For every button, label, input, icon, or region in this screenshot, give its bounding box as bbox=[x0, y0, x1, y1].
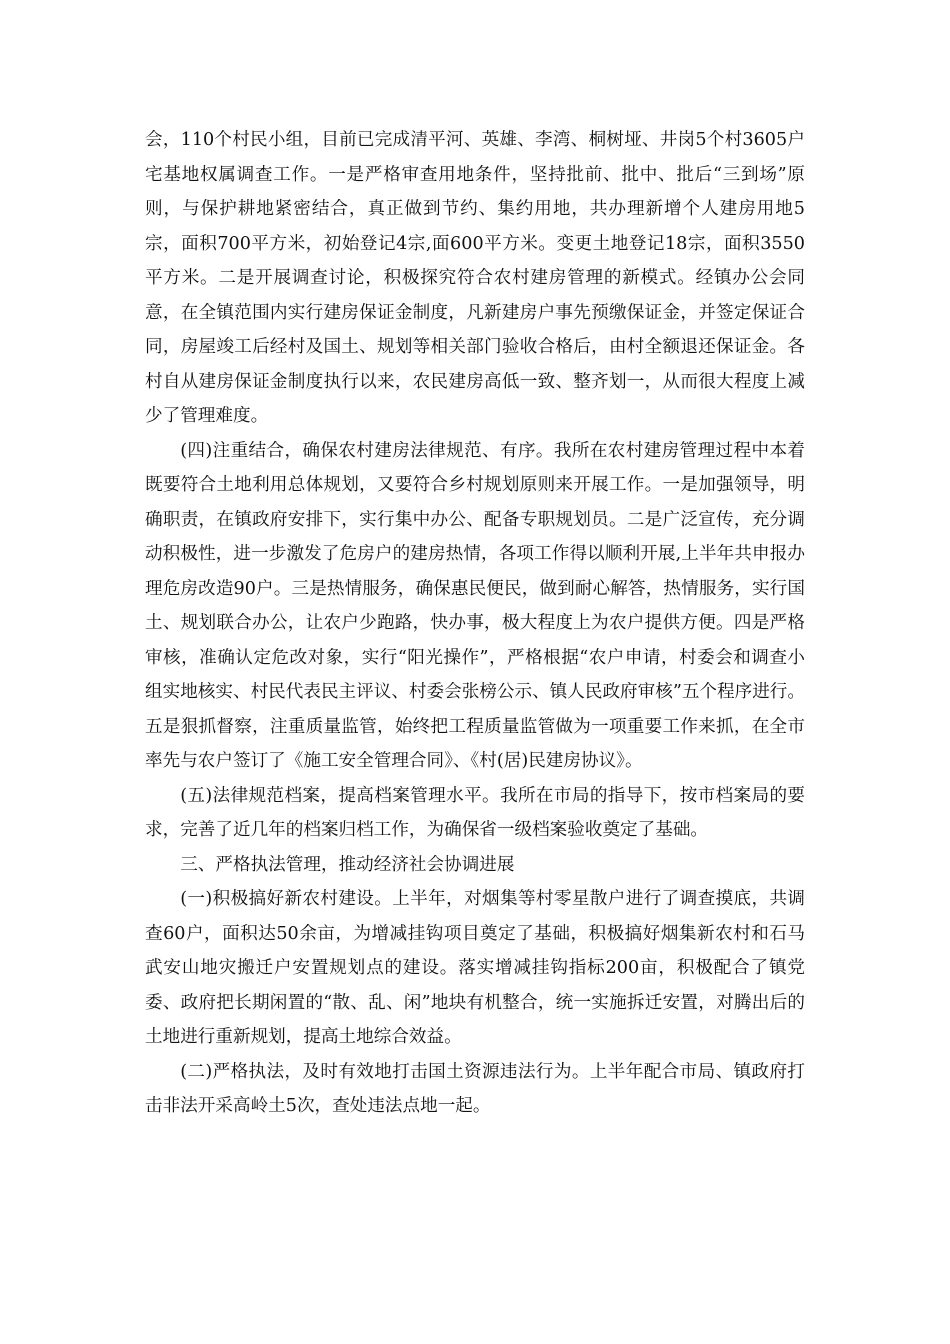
paragraph-rural-housing-regulation: (四)注重结合，确保农村建房法律规范、有序。我所在农村建房管理过程中本着既要符合土地利用总体规划，又要符合乡村规划原则来开展工作。一是加强领导，明确职责，在镇政府安排下，实行集中办公、配备专职规划员。二是广泛宣传，充分调动积极性，进一步激发了危房户的建房热情，各项工作得以顺利开展,上半年共申报办理危房改造90户。三是热情服务，确保惠民便民，做到耐心解答，热情服务，实行国土、规划联合办公，让农户少跑路，快办事，极大程度上为农户提供方便。四是严格审核，准确认定危改对象，实行“阳光操作”，严格根据“农户申请，村委会和调查小组实地核实、村民代表民主评议、村委会张榜公示、镇人民政府审核”五个程序进行。五是狠抓督察，注重质量监管，始终把工程质量监管做为一项重要工作来抓，在全市率先与农户签订了《施工安全管理合同》、《村(居)民建房协议》。 bbox=[145, 440, 805, 771]
paragraph-archive-management: (五)法律规范档案，提高档案管理水平。我所在市局的指导下，按市档案局的要求，完善了近几年的档案归档工作，为确保省一级档案验收奠定了基础。 bbox=[145, 785, 805, 840]
paragraph-new-rural-construction: (一)积极搞好新农村建设。上半年，对烟集等村零星散户进行了调查摸底，共调查60户，面积达50余亩，为增减挂钩项目奠定了基础，积极搞好烟集新农村和石马武安山地灾搬迁户安置规划点的建设。落实增减挂钩指标200亩，积极配合了镇党委、政府把长期闲置的“散、乱、闲”地块有机整合，统一实施拆迁安置，对腾出后的土地进行重新规划，提高土地综合效益。 bbox=[145, 889, 805, 1047]
section-heading-law-enforcement: 三、严格执法管理，推动经济社会协调进展 bbox=[180, 854, 515, 875]
paragraph-land-survey: 会，110个村民小组，目前已完成清平河、英雄、李湾、桐树垭、井岗5个村3605户宅基地权属调查工作。一是严格审查用地条件，坚持批前、批中、批后“三到场”原则，与保护耕地紧密结合，真正做到节约、集约用地，共办理新增个人建房用地5宗，面积700平方米，初始登记4宗,面600平方米。变更土地登记18宗，面积3550平方米。二是开展调查讨论，积极探究符合农村建房管理的新模式。经镇办公会同意，在全镇范围内实行建房保证金制度，凡新建房户事先预缴保证金，并签定保证合同，房屋竣工后经村及国土、规划等相关部门验收合格后，由村全额退还保证金。各村自从建房保证金制度执行以来，农民建房高低一致、整齐划一，从而很大程度上减少了管理难度。 bbox=[145, 130, 805, 426]
document-body bbox=[145, 123, 805, 1124]
paragraph-illegal-mining-crackdown: (二)严格执法，及时有效地打击国土资源违法行为。上半年配合市局、镇政府打击非法开采高岭土5次，查处违法点地一起。 bbox=[145, 1061, 805, 1116]
